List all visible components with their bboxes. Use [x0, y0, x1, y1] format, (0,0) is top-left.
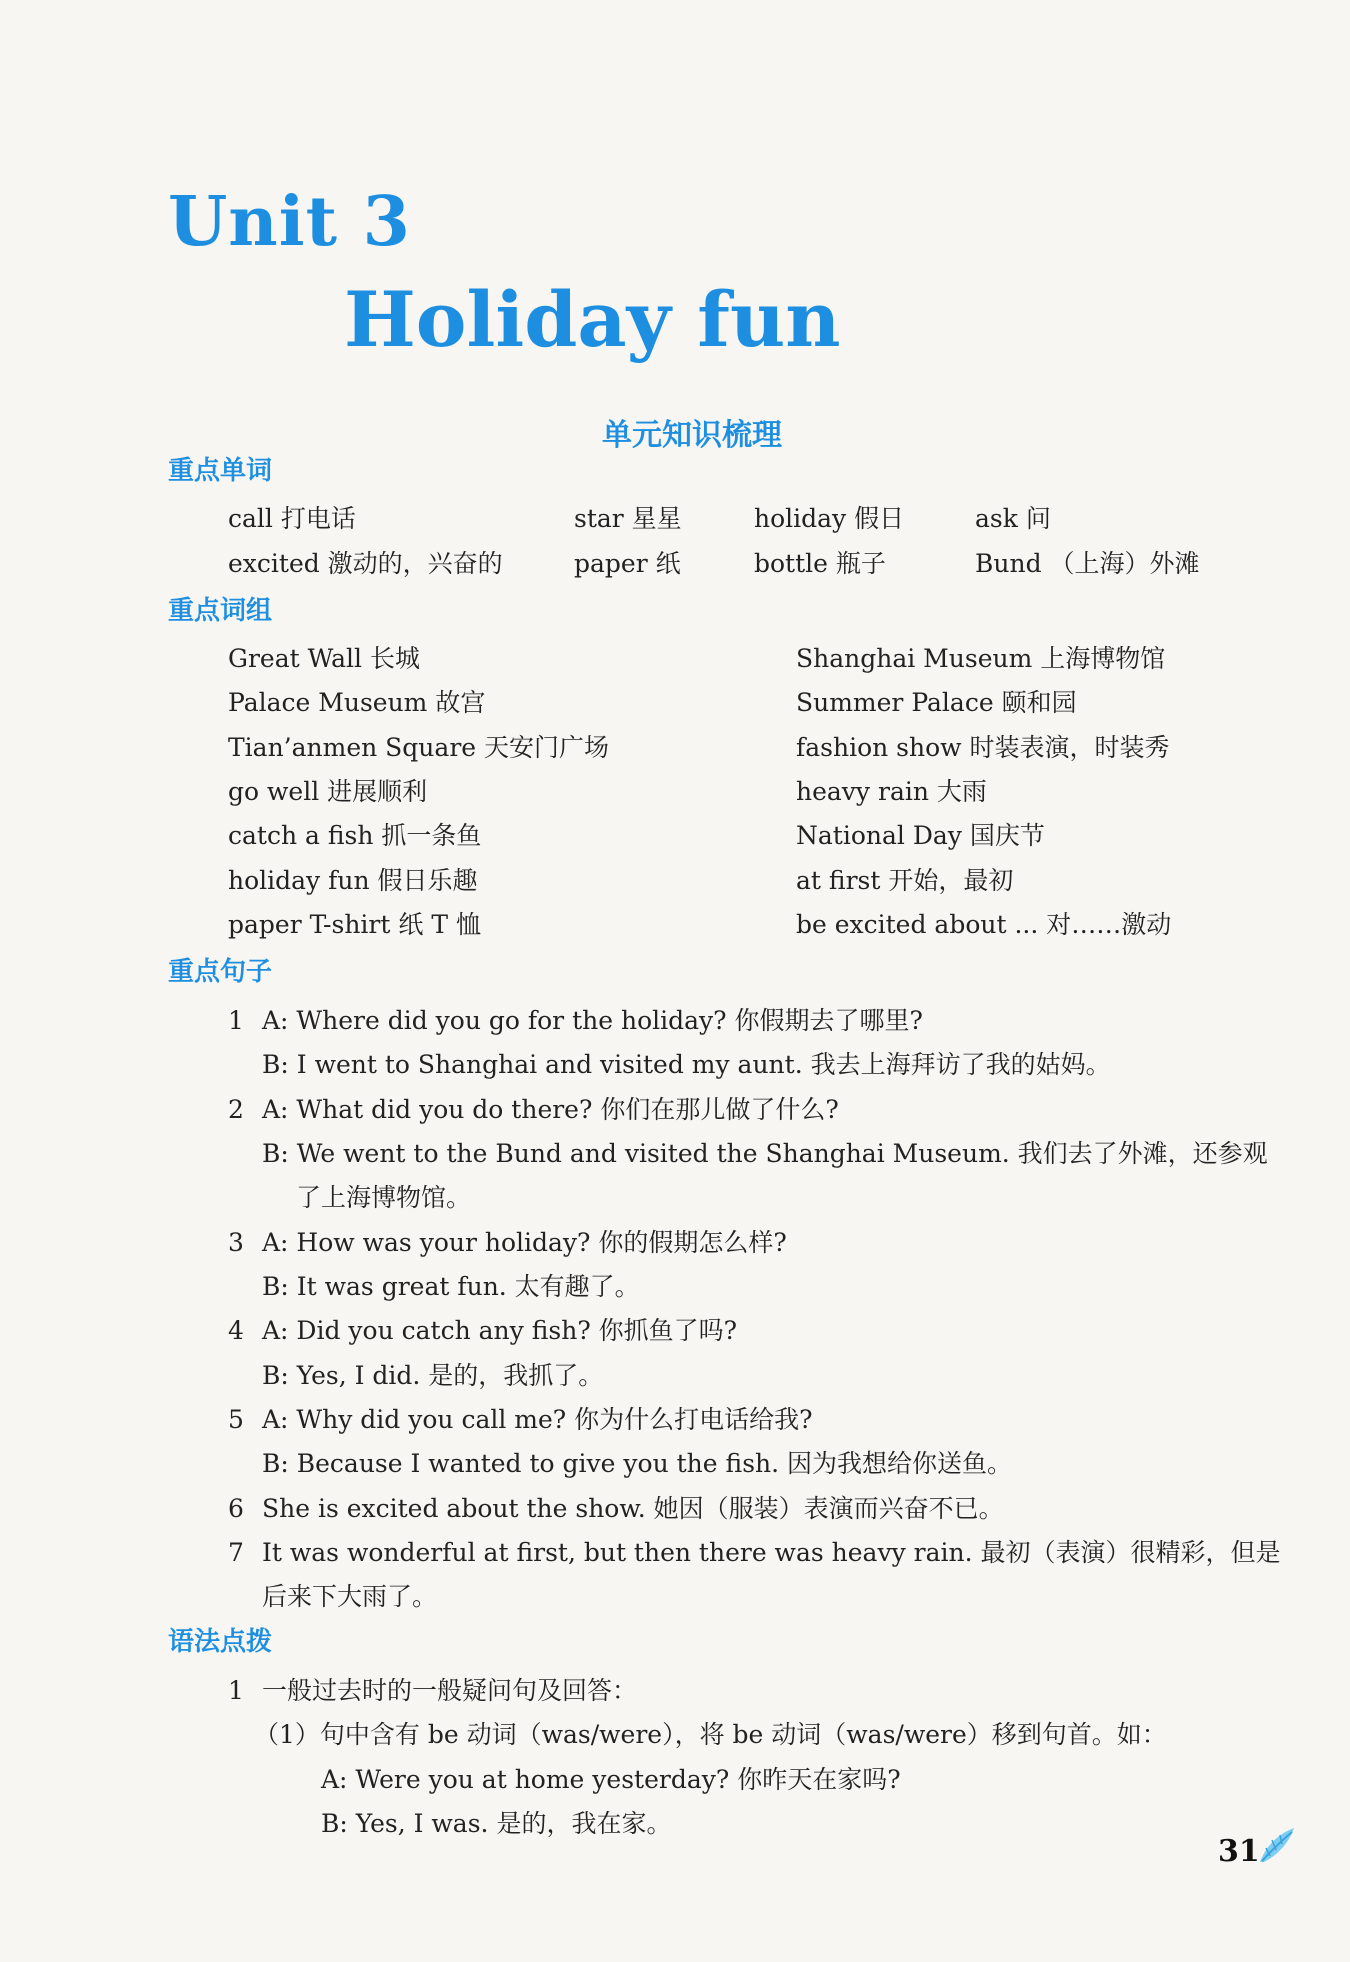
- phrase-item: Great Wall 长城: [228, 644, 420, 673]
- sentence-number: 1: [228, 1006, 244, 1035]
- summary-title: 单元知识梳理: [602, 418, 782, 453]
- word-item: excited 激动的，兴奋的: [228, 549, 503, 578]
- sentence-line: B: I went to Shanghai and visited my aunt. 我去上海拜访了我的姑妈。: [262, 1050, 1111, 1079]
- sentences-heading: 重点句子: [168, 957, 273, 987]
- phrase-item: National Day 国庆节: [796, 821, 1045, 850]
- sentence-number: 7: [228, 1538, 244, 1567]
- sentence-number: 6: [228, 1494, 244, 1523]
- word-item: star 星星: [574, 504, 682, 533]
- phrase-item: holiday fun 假日乐趣: [228, 866, 478, 895]
- page-number: 31: [1218, 1834, 1260, 1869]
- word-item: Bund （上海）外滩: [975, 549, 1200, 578]
- phrase-item: Palace Museum 故宫: [228, 688, 486, 717]
- sentence-line: A: How was your holiday? 你的假期怎么样?: [262, 1228, 787, 1257]
- phrase-item: Summer Palace 颐和园: [796, 688, 1077, 717]
- sentence-line: B: We went to the Bund and visited the Shanghai Museum. 我们去了外滩，还参观: [262, 1139, 1268, 1168]
- sentence-number: 5: [228, 1405, 244, 1434]
- sentence-line: B: It was great fun. 太有趣了。: [262, 1272, 640, 1301]
- sentence-line: She is excited about the show. 她因（服装）表演而兴奋不已。: [262, 1494, 1004, 1523]
- phrase-item: catch a fish 抓一条鱼: [228, 821, 482, 850]
- sentence-line: A: Did you catch any fish? 你抓鱼了吗?: [262, 1316, 738, 1345]
- sentence-line: 了上海博物馆。: [296, 1183, 472, 1212]
- leaf-icon: [1256, 1826, 1298, 1866]
- sentence-line: A: What did you do there? 你们在那儿做了什么?: [262, 1095, 839, 1124]
- phrase-item: go well 进展顺利: [228, 777, 428, 806]
- word-item: bottle 瓶子: [754, 549, 886, 578]
- sentence-number: 2: [228, 1095, 244, 1124]
- grammar-number: 1: [228, 1676, 244, 1705]
- words-heading: 重点单词: [168, 456, 273, 486]
- grammar-subpoint: （1）句中含有 be 动词（was/were），将 be 动词（was/were）移到句首。如：: [254, 1720, 1167, 1749]
- unit-name: Holiday fun: [344, 275, 841, 364]
- grammar-example: B: Yes, I was. 是的，我在家。: [321, 1809, 672, 1838]
- unit-title: Unit 3: [168, 182, 411, 262]
- phrase-item: heavy rain 大雨: [796, 777, 987, 806]
- phrase-item: paper T-shirt 纸 T 恤: [228, 910, 481, 939]
- word-item: holiday 假日: [754, 504, 905, 533]
- sentence-number: 4: [228, 1316, 244, 1345]
- phrases-heading: 重点词组: [168, 596, 273, 626]
- sentence-line: 后来下大雨了。: [262, 1582, 438, 1611]
- sentence-number: 3: [228, 1228, 244, 1257]
- grammar-point: 一般过去时的一般疑问句及回答：: [262, 1676, 638, 1705]
- sentence-line: B: Yes, I did. 是的，我抓了。: [262, 1361, 604, 1390]
- phrase-item: Shanghai Museum 上海博物馆: [796, 644, 1166, 673]
- word-item: paper 纸: [574, 549, 681, 578]
- sentence-line: A: Why did you call me? 你为什么打电话给我?: [262, 1405, 813, 1434]
- phrase-item: be excited about ... 对……激动: [796, 910, 1172, 939]
- phrase-item: fashion show 时装表演，时装秀: [796, 733, 1170, 762]
- sentence-line: A: Where did you go for the holiday? 你假期去了哪里?: [262, 1006, 923, 1035]
- word-item: ask 问: [975, 504, 1051, 533]
- sentence-line: B: Because I wanted to give you the fish. 因为我想给你送鱼。: [262, 1449, 1013, 1478]
- word-item: call 打电话: [228, 504, 356, 533]
- grammar-heading: 语法点拨: [168, 1627, 273, 1657]
- grammar-example: A: Were you at home yesterday? 你昨天在家吗?: [321, 1765, 901, 1794]
- phrase-item: at first 开始，最初: [796, 866, 1014, 895]
- sentence-line: It was wonderful at first, but then there was heavy rain. 最初（表演）很精彩，但是: [262, 1538, 1281, 1567]
- phrase-item: Tian’anmen Square 天安门广场: [228, 733, 610, 762]
